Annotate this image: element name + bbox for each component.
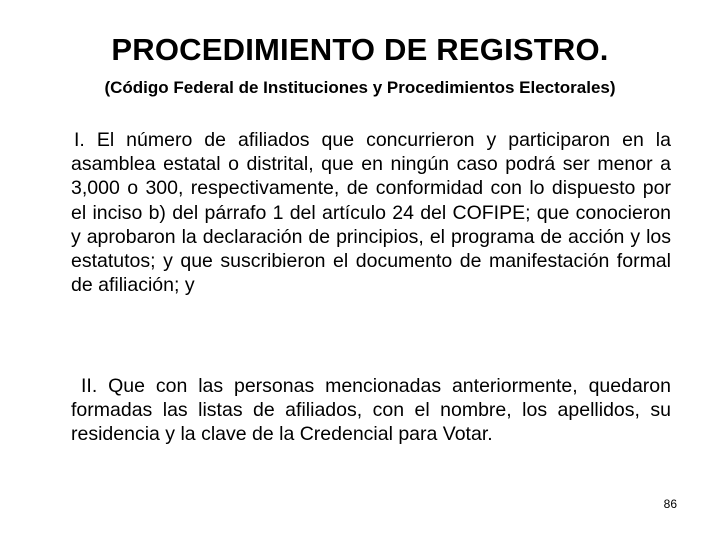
paragraph-section-i: I. El número de afiliados que concurrieron y participaron en la asamblea estatal o distrital, que en ningún caso podrá ser menor a 3,000 o 300, respectivamente, de conformidad con lo dispuesto por el inciso b) del párrafo 1 del artículo 24 del COFIPE; que conocieron y aprobaron la declaración de principios, el programa de acción y los estatutos; y que suscribieron el documento de manifestación formal de afiliación; y <box>71 129 671 297</box>
slide-title: PROCEDIMIENTO DE REGISTRO. <box>111 32 609 67</box>
page-number: 86 <box>663 497 677 511</box>
paragraph-section-ii: II. Que con las personas mencionadas anteriormente, quedaron formadas las listas de afiliados, con el nombre, los apellidos, su residencia y la clave de la Credencial para Votar. <box>71 375 671 446</box>
slide-subtitle: (Código Federal de Instituciones y Procedimientos Electorales) <box>104 78 616 97</box>
